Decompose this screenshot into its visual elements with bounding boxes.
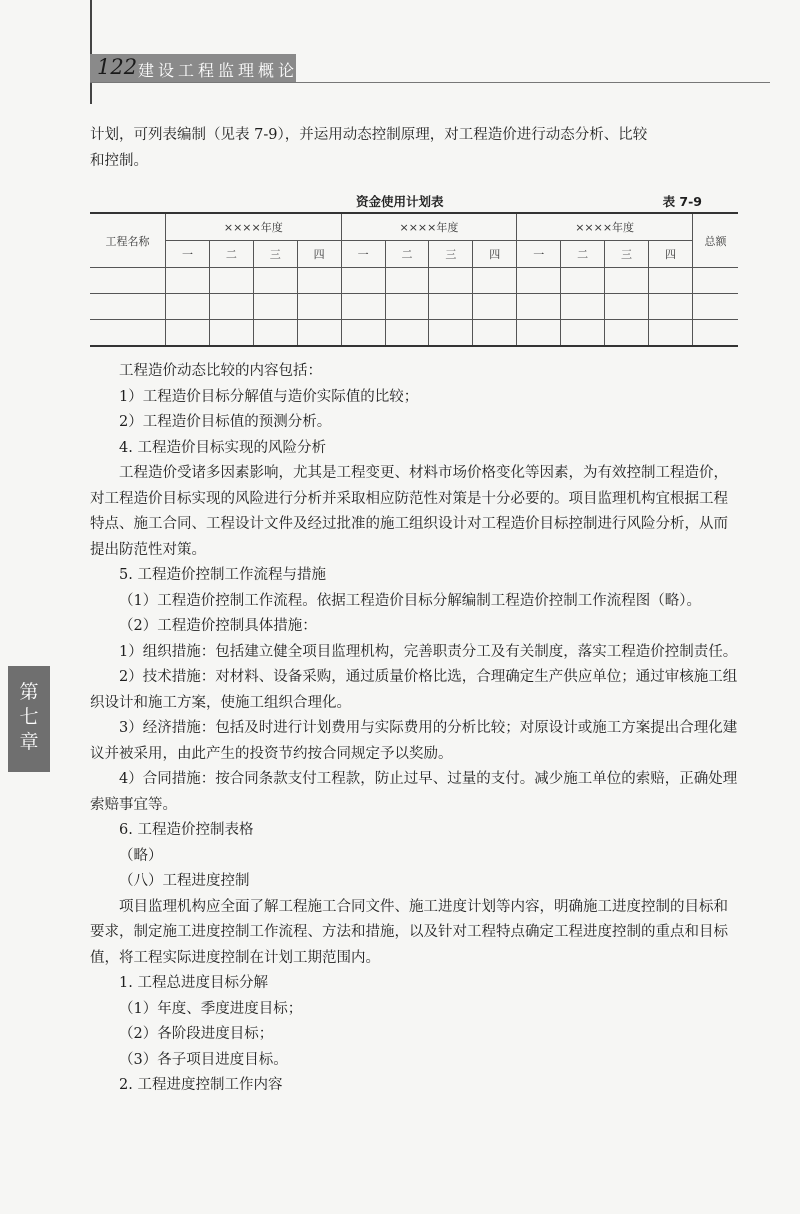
header-quarter: 四 (648, 241, 692, 268)
table-cell (561, 320, 605, 347)
table-number: 表 7-9 (662, 194, 702, 209)
header-year-2: ××××年度 (341, 213, 517, 241)
table-cell (648, 320, 692, 347)
body-paragraph: （2）工程造价控制具体措施： (119, 618, 317, 634)
header-quarter: 二 (385, 241, 429, 268)
body-paragraph: （2）各阶段进度目标； (119, 1026, 274, 1042)
body-paragraph: 2）技术措施：对材料、设备采购，通过质量价格比选，合理确定生产供应单位；通过审核施工组织设计和施工方案，使施工组织合理化。 (90, 669, 738, 711)
table-cell (517, 320, 561, 347)
header-quarter: 四 (473, 241, 517, 268)
header-quarter: 一 (517, 241, 561, 268)
table-cell (209, 268, 253, 294)
table-title: 资金使用计划表 (356, 194, 444, 209)
table-cell (429, 268, 473, 294)
table-cell (209, 320, 253, 347)
table-header-row (90, 213, 738, 241)
table-cell (473, 294, 517, 320)
margin-rule (90, 0, 92, 104)
table-cell (648, 294, 692, 320)
header-quarter: 二 (209, 241, 253, 268)
table-cell (166, 320, 210, 347)
table-cell (693, 268, 739, 294)
table-cell (693, 320, 739, 347)
table-cell (341, 320, 385, 347)
header-rule (90, 82, 770, 83)
table-cell (90, 294, 166, 320)
table-cell (385, 320, 429, 347)
body-paragraph: 2. 工程进度控制工作内容 (119, 1077, 283, 1093)
header-quarter: 一 (166, 241, 210, 268)
table-cell (253, 268, 297, 294)
book-title: 建设工程监理概论 (138, 61, 299, 80)
table-cell (429, 294, 473, 320)
table-quarter-row (90, 241, 738, 268)
header-year-3: ××××年度 (517, 213, 693, 241)
header-quarter: 三 (429, 241, 473, 268)
table-cell (517, 268, 561, 294)
table-cell (517, 294, 561, 320)
intro-paragraph (90, 122, 738, 174)
table-cell (297, 320, 341, 347)
intro-line-1: 计划，可列表编制（见表 7-9），并运用动态控制原理，对工程造价进行动态分析、比较 (90, 127, 648, 143)
table-cell (429, 320, 473, 347)
body-paragraph: 1. 工程总进度目标分解 (119, 975, 268, 991)
body-paragraph: 1）工程造价目标分解值与造价实际值的比较； (119, 388, 419, 405)
body-paragraph: 4. 工程造价目标实现的风险分析 (119, 439, 326, 456)
table-cell (473, 320, 517, 347)
table-cell (90, 268, 166, 294)
table-cell (561, 268, 605, 294)
body-text (90, 359, 738, 1099)
fund-plan-table (90, 212, 738, 347)
table-cell (209, 294, 253, 320)
body-paragraph: 4）合同措施：按合同条款支付工程款，防止过早、过量的支付。减少施工单位的索赔，正确处理索赔事宜等。 (90, 771, 738, 813)
table-cell (561, 294, 605, 320)
table-cell (297, 294, 341, 320)
body-paragraph: （略） (119, 847, 163, 864)
table-cell (166, 268, 210, 294)
header-quarter: 一 (341, 241, 385, 268)
table-cell (341, 268, 385, 294)
table-cell (90, 320, 166, 347)
table-cell (605, 320, 649, 347)
header-total: 总额 (693, 213, 739, 268)
intro-line-2: 和控制。 (90, 153, 148, 169)
table-cell (648, 268, 692, 294)
body-paragraph: 2）工程造价目标值的预测分析。 (119, 414, 332, 430)
body-paragraph: 工程造价受诸多因素影响，尤其是工程变更、材料市场价格变化等因素，为有效控制工程造价，对工程造价目标实现的风险进行分析并采取相应防范性对策是十分必要的。项目监理机构宜根据工程特点、施工合同、工程设计文件及经过批准的施工组织设计对工程造价目标控制进行风险分析，从而提出防范性对策。 (90, 465, 728, 558)
header-quarter: 四 (297, 241, 341, 268)
header-year-1: ××××年度 (166, 213, 342, 241)
body-paragraph: 工程造价动态比较的内容包括： (119, 363, 322, 379)
table-cell (385, 294, 429, 320)
table-caption (90, 192, 738, 208)
table-cell (605, 294, 649, 320)
page-number: 122 (97, 55, 138, 79)
header-quarter: 二 (561, 241, 605, 268)
body-paragraph: （八）工程进度控制 (119, 873, 250, 889)
table-cell (385, 268, 429, 294)
table-row (90, 320, 738, 347)
body-paragraph: 3）经济措施：包括及时进行计划费用与实际费用的分析比较；对原设计或施工方案提出合理化建议并被采用，由此产生的投资节约按合同规定予以奖励。 (90, 720, 738, 762)
body-paragraph: 1）组织措施：包括建立健全项目监理机构，完善职责分工及有关制度，落实工程造价控制责任。 (119, 643, 738, 660)
body-paragraph: （1）工程造价控制工作流程。依据工程造价目标分解编制工程造价控制工作流程图（略）。 (119, 592, 701, 609)
table-cell (297, 268, 341, 294)
table-row (90, 294, 738, 320)
chapter-label: 第 七 章 (19, 681, 39, 753)
table-cell (473, 268, 517, 294)
table-cell (605, 268, 649, 294)
body-paragraph: 6. 工程造价控制表格 (119, 822, 254, 838)
body-paragraph: （1）年度、季度进度目标； (119, 1000, 303, 1017)
table-cell (693, 294, 739, 320)
body-paragraph: 5. 工程造价控制工作流程与措施 (119, 567, 326, 583)
header-quarter: 三 (253, 241, 297, 268)
table-cell (166, 294, 210, 320)
table-cell (341, 294, 385, 320)
body-paragraph: （3）各子项目进度目标。 (119, 1051, 288, 1068)
table-cell (253, 320, 297, 347)
header-project-name: 工程名称 (90, 213, 166, 268)
header-quarter: 三 (605, 241, 649, 268)
table-row (90, 268, 738, 294)
chapter-side-tab (8, 666, 50, 772)
table-cell (253, 294, 297, 320)
body-paragraph: 项目监理机构应全面了解工程施工合同文件、施工进度计划等内容，明确施工进度控制的目标和要求，制定施工进度控制工作流程、方法和措施，以及针对工程特点确定工程进度控制的重点和目标值，将工程实际进度控制在计划工期范围内。 (90, 898, 728, 966)
